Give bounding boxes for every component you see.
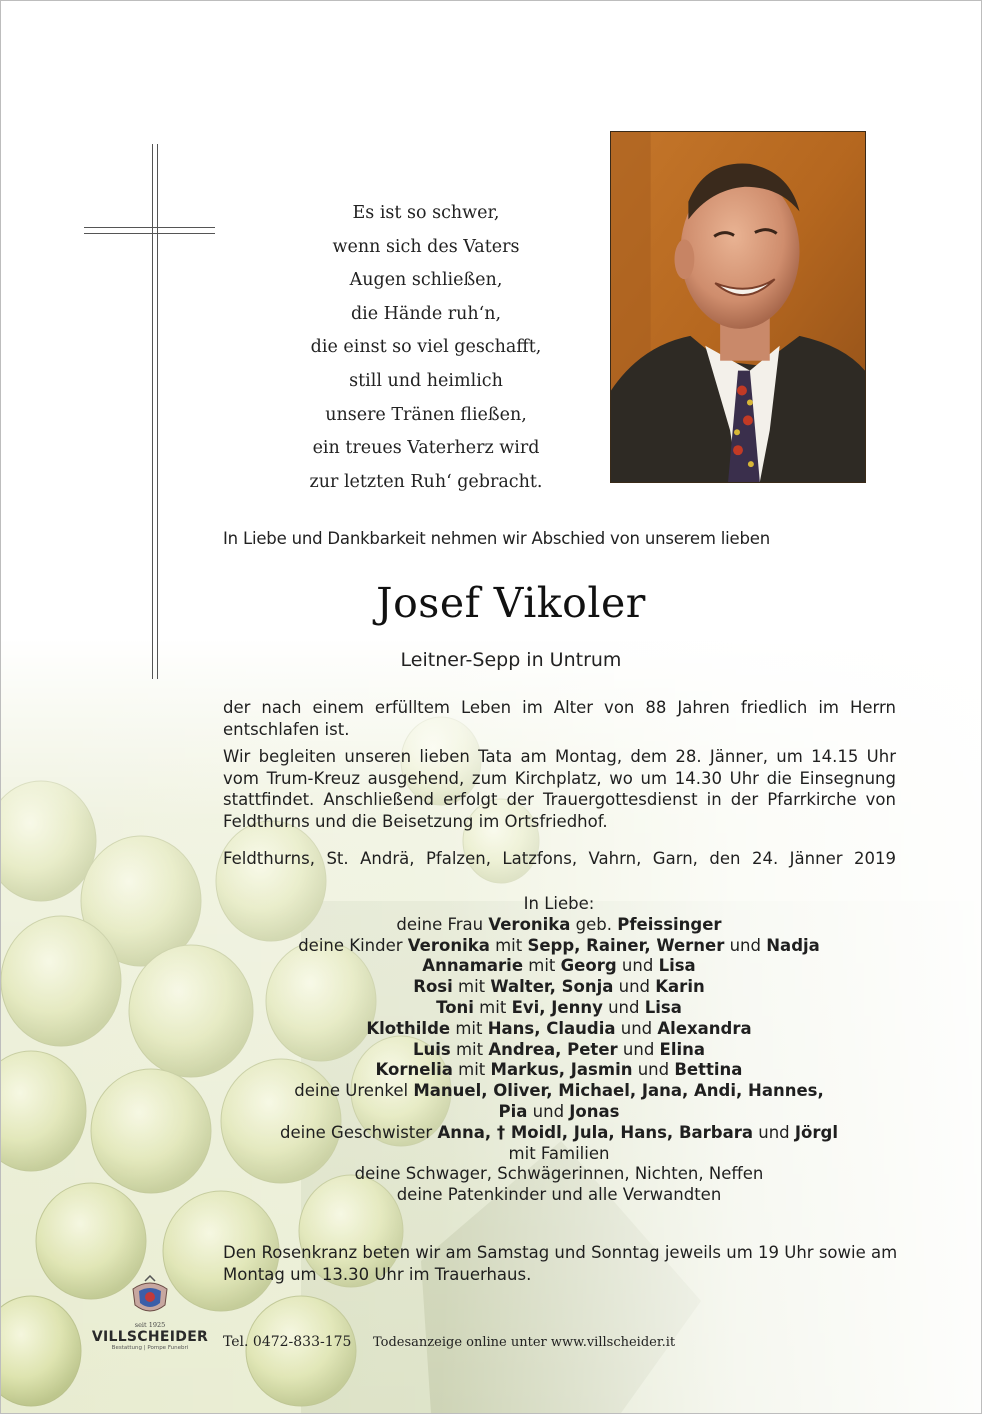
family-relation-text: deine Urenkel — [294, 1081, 414, 1101]
family-line — [201, 936, 917, 957]
poem-line: wenn sich des Vaters — [332, 236, 520, 257]
family-relation-text: und — [617, 1039, 660, 1059]
family-relation-text: mit — [452, 977, 491, 997]
family-member-name: Hans, Claudia — [487, 1018, 616, 1038]
family-line — [201, 1123, 917, 1144]
family-member-name: Jörgl — [794, 1122, 838, 1142]
family-member-name: Pia — [498, 1101, 528, 1121]
family-member-name: Bettina — [674, 1060, 743, 1080]
family-relation-text: deine Geschwister — [279, 1122, 438, 1142]
family-relation-text: deine Frau — [396, 914, 489, 934]
poem-line: unsere Tränen fließen, — [325, 404, 527, 425]
family-line — [201, 977, 917, 998]
family-member-name: Alexandra — [657, 1018, 752, 1038]
place-and-date: Feldthurns, St. Andrä, Pfalzen, Latzfons, Vahrn, Garn, den 24. Jänner 2019 — [223, 849, 896, 868]
deceased-nickname: Leitner-Sepp in Untrum — [400, 649, 622, 671]
family-relation-text: und — [753, 1122, 795, 1142]
poem-line: die Hände ruh‘n, — [350, 303, 502, 324]
family-member-name: Georg — [560, 956, 617, 976]
rosary-notice: Den Rosenkranz beten wir am Samstag und Sonntag jeweils um 19 Uhr sowie am Montag um 13.30 Uhr im Trauerhaus. — [223, 1243, 898, 1284]
family-member-name: Sepp, Rainer, Werner — [527, 935, 725, 955]
family-relation-text: und — [613, 977, 656, 997]
family-member-name: Veronika — [407, 935, 490, 955]
deceased-name: Josef Vikoler — [376, 579, 646, 627]
family-relation-text: und — [602, 997, 645, 1017]
logo-since: seit 1925 — [134, 1321, 166, 1329]
family-member-name: Luis — [412, 1039, 451, 1059]
family-member-name: Veronika — [488, 914, 571, 934]
family-member-name: Anna, † Moidl, Jula, Hans, Barbara — [437, 1122, 754, 1142]
family-line — [201, 1164, 917, 1185]
family-relation-text: deine Schwager, Schwägerinnen, Nichten, Neffen — [354, 1164, 764, 1184]
family-line — [201, 1040, 917, 1061]
logo-subtitle: Bestattung | Pompe Funebri — [111, 1345, 189, 1351]
family-member-name: Walter, Sonja — [490, 977, 614, 997]
crest-icon — [125, 1275, 175, 1317]
family-relation-text: und — [527, 1101, 570, 1121]
family-member-name: Lisa — [658, 956, 696, 976]
family-relation-text: geb. — [570, 914, 618, 934]
family-list — [201, 894, 917, 1206]
family-line — [201, 1060, 917, 1081]
family-relation-text: mit — [523, 956, 561, 976]
family-member-name: Evi, Jenny — [511, 997, 603, 1017]
intro-text: In Liebe und Dankbarkeit nehmen wir Abschied von unserem lieben — [223, 529, 770, 548]
family-relation-text: mit — [452, 1060, 491, 1080]
family-member-name: Andrea, Peter — [488, 1039, 618, 1059]
family-member-name: Kornelia — [375, 1060, 453, 1080]
family-line — [201, 1081, 917, 1102]
family-member-name: Manuel, Oliver, Michael, Jana, Andi, Hannes, — [413, 1081, 824, 1101]
poem — [281, 197, 571, 499]
family-line — [201, 1185, 917, 1206]
family-line — [201, 915, 917, 936]
family-relation-text: mit — [450, 1039, 489, 1059]
poem-line: zur letzten Ruh‘ gebracht. — [309, 471, 543, 492]
family-line — [201, 1144, 917, 1165]
family-line — [201, 1019, 917, 1040]
poem-line: Es ist so schwer, — [352, 203, 500, 223]
family-relation-text: mit Familien — [508, 1143, 610, 1163]
life-paragraph: der nach einem erfülltem Leben im Alter von 88 Jahren friedlich im Herrn entschlafen ist. — [223, 698, 896, 739]
family-member-name: Markus, Jasmin — [490, 1060, 633, 1080]
family-line — [201, 1102, 917, 1123]
family-relation-text: und — [724, 935, 767, 955]
logo-name: VILLSCHEIDER — [91, 1329, 209, 1345]
family-relation-text: und — [616, 956, 659, 976]
family-heading: In Liebe: — [523, 894, 595, 913]
poem-line: die einst so viel geschafft, — [310, 337, 542, 358]
family-member-name: Pfeissinger — [617, 914, 722, 934]
family-lines — [201, 915, 917, 1206]
funeral-details-paragraph: Wir begleiten unseren lieben Tata am Montag, dem 28. Jänner, um 14.15 Uhr vom Trum-Kreuz ausgehend, zum Kirchplatz, wo um 14.30 Uhr die Einsegnung stattfindet. Anschließend erfolgt der Trauergottesdienst in der Pfarrkirche von Feldthurns und die Beisetzung im Ortsfriedhof. — [223, 747, 896, 831]
phone-number: Tel. 0472-833-175 — [223, 1334, 352, 1350]
poem-line: still und heimlich — [349, 370, 503, 391]
online-notice-link[interactable]: Todesanzeige online unter www.villscheider.it — [373, 1335, 676, 1350]
family-relation-text: mit — [450, 1018, 488, 1038]
family-relation-text: mit — [473, 997, 512, 1017]
family-relation-text: deine Kinder — [298, 935, 408, 955]
family-member-name: Rosi — [413, 977, 453, 997]
family-line — [201, 956, 917, 977]
family-member-name: Elina — [659, 1039, 706, 1059]
family-relation-text: deine Patenkinder und alle Verwandten — [396, 1185, 722, 1205]
cross-horizontal-bar — [84, 227, 215, 234]
family-line — [201, 998, 917, 1019]
family-member-name: Karin — [655, 977, 705, 997]
cross-vertical-bar — [152, 144, 158, 679]
family-member-name: Nadja — [766, 935, 820, 955]
family-relation-text: und — [615, 1018, 658, 1038]
funeral-home-logo — [89, 1275, 211, 1351]
poem-line: Augen schließen, — [349, 270, 503, 291]
family-relation-text: und — [632, 1060, 675, 1080]
family-member-name: Toni — [436, 997, 474, 1017]
family-member-name: Annamarie — [422, 956, 524, 976]
family-member-name: Lisa — [644, 997, 682, 1017]
family-relation-text: mit — [489, 935, 528, 955]
family-member-name: Jonas — [569, 1101, 620, 1121]
family-member-name: Klothilde — [366, 1018, 451, 1038]
portrait-photo — [610, 131, 866, 483]
poem-line: ein treues Vaterherz wird — [312, 438, 540, 459]
